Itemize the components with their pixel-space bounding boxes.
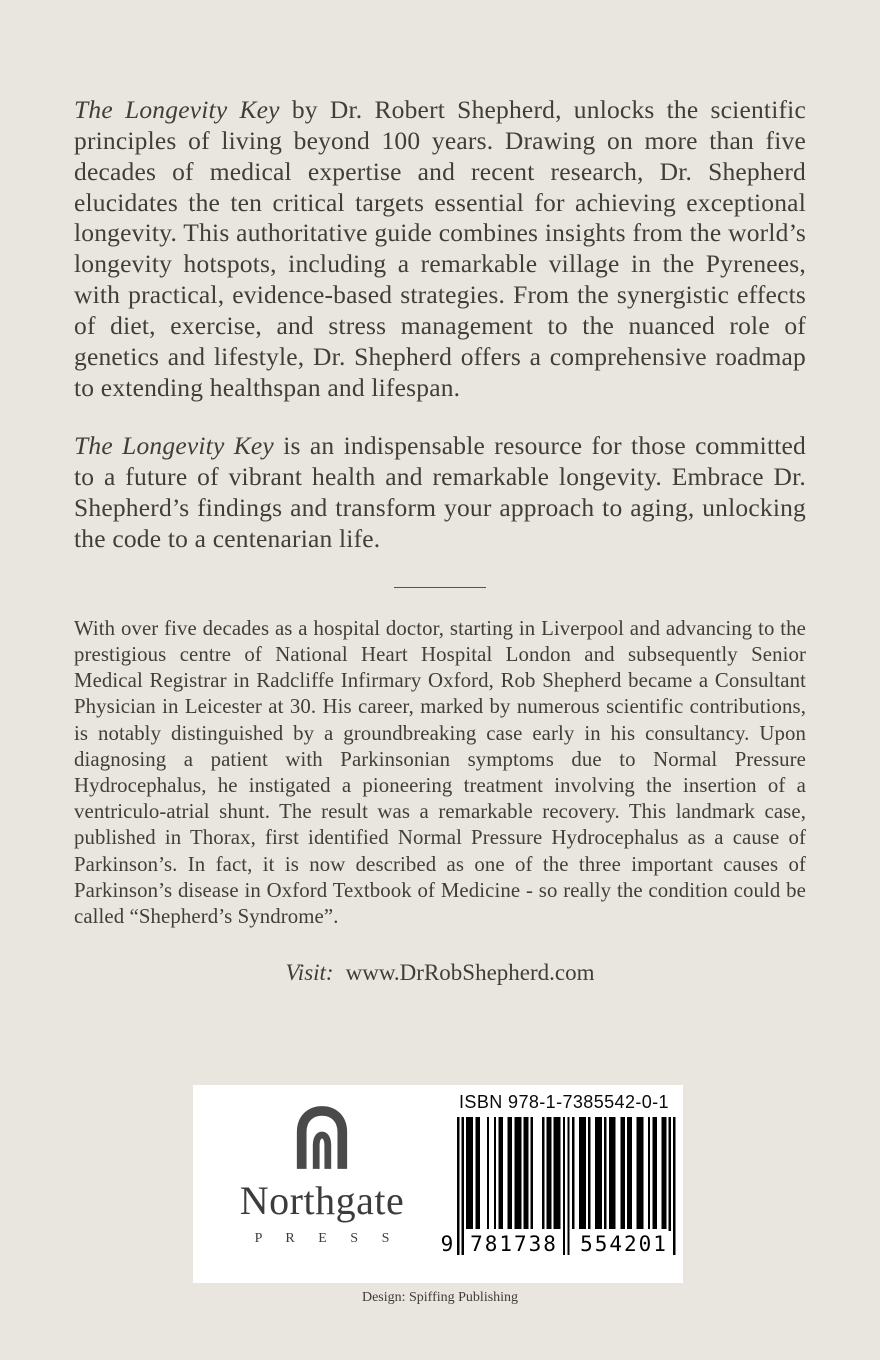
publisher-isbn-panel	[193, 1085, 683, 1283]
barcode-digit-group: 554201	[577, 1231, 671, 1257]
visit-label: Visit:	[285, 960, 334, 986]
author-bio-paragraph: With over five decades as a hospital doctor, starting in Liverpool and advancing to the prestigious centre of National Heart Hospital London and subsequently Senior Medical Registrar in Radcliffe Infirmary Oxford, Rob Shepherd became a Consultant Physician in Leicester at 30. His career, marked by numerous scientific contributions, is notably distinguished by a groundbreaking case early in his consultancy. Upon diagnosing a patient with Parkinsonian symptoms due to Normal Pressure Hydrocephalus, he instigated a pioneering treatment involving the insertion of a ventriculo-atrial shunt. The result was a remarkable recovery. This landmark case, published in Thorax, first identified Normal Pressure Hydrocephalus as a cause of Parkinson’s. In fact, it is now described as one of the three important causes of Parkinson’s disease in Oxford Textbook of Medicine - so really the condition could be called “Shepherd’s Syndrome”.	[74, 616, 806, 929]
synopsis-paragraph-1-body: by Dr. Robert Shepherd, unlocks the scientific principles of living beyond 100 years. Drawing on more than five decades of medical expertise and recent research, Dr. Shepherd elucidates the ten critical targets essential for achieving exceptional longevity. This authoritative guide combines insights from the world’s longevity hotspots, including a remarkable village in the Pyrenees, with practical, evidence-based strategies. From the synergistic effects of diet, exercise, and stress management to the nuanced role of genetics and lifestyle, Dr. Shepherd offers a comprehensive roadmap to extending healthspan and lifespan.	[74, 95, 806, 402]
barcode-digit-group: 9	[440, 1232, 454, 1256]
publisher-name: Northgate	[239, 1178, 405, 1223]
synopsis-paragraph-2	[74, 431, 806, 554]
book-title-italic: The Longevity Key	[74, 95, 280, 124]
design-credit: Design: Spiffing Publishing	[361, 1290, 519, 1305]
visit-line	[74, 960, 806, 986]
isbn-label: ISBN 978-1-7385542-0-1	[459, 1092, 669, 1112]
visit-url: www.DrRobShepherd.com	[345, 960, 595, 986]
synopsis-paragraph-2-body: is an indispensable resource for those committed to a future of vibrant health and remarkable longevity. Embrace Dr. Shepherd’s findings and transform your approach to aging, unlocking the code to a centenarian life.	[74, 431, 806, 553]
book-title-italic: The Longevity Key	[74, 431, 274, 461]
section-divider	[394, 587, 486, 588]
cover-text-column	[74, 95, 806, 986]
barcode-digit-group: 781738	[467, 1231, 561, 1257]
publisher-press-label: P R E S S	[254, 1231, 400, 1246]
northgate-arch-logo-icon	[293, 1105, 351, 1169]
ean13-barcode	[441, 1117, 681, 1263]
synopsis-paragraph-1	[74, 95, 806, 403]
